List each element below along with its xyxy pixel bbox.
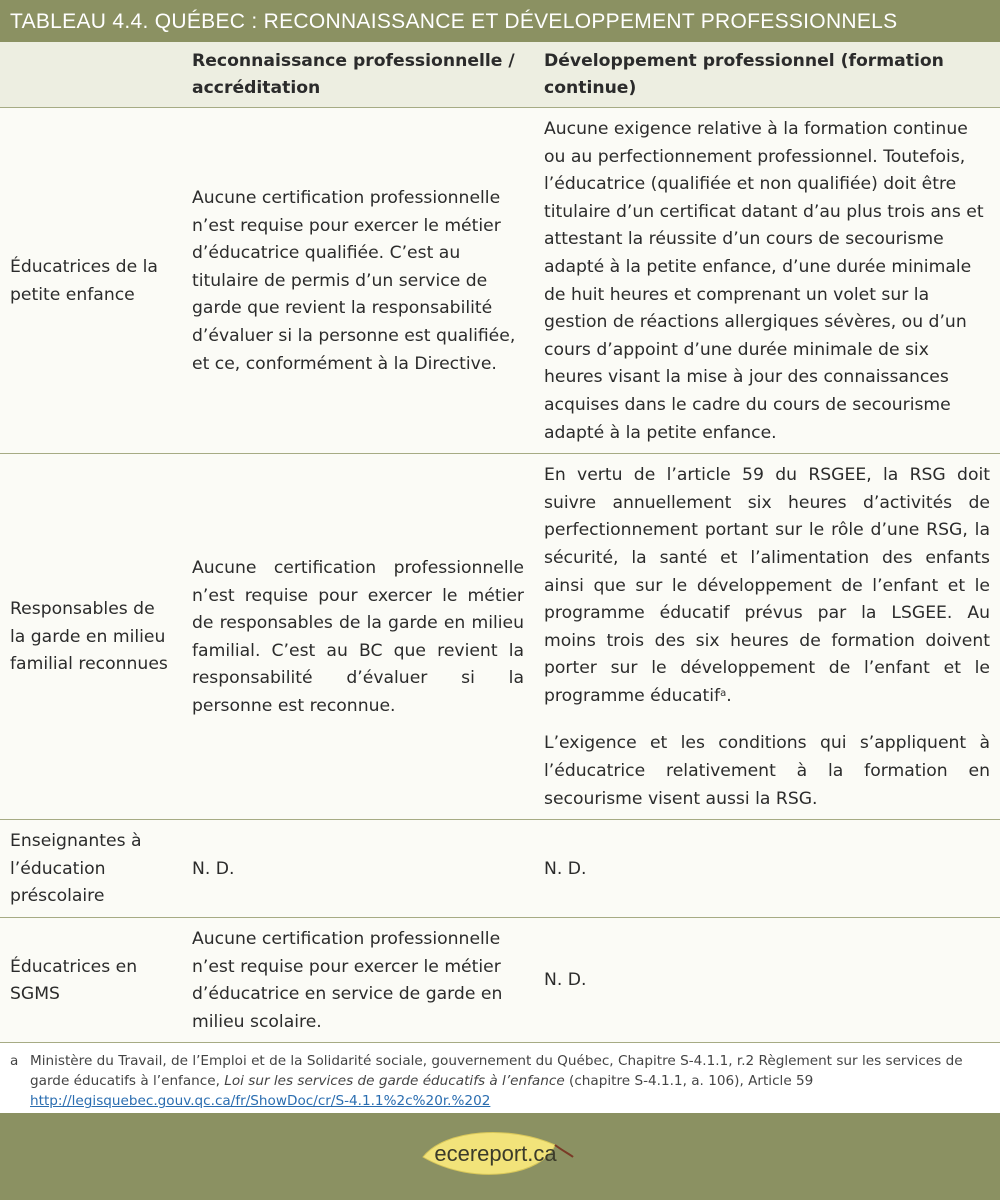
table-row xyxy=(0,918,1000,1043)
table-row xyxy=(0,820,1000,918)
row-recognition: N. D. xyxy=(192,858,235,879)
header-development: Développement professionnel (formation continue) xyxy=(544,51,944,98)
row-recognition: Aucune certification professionnelle n’est requise pour exercer le métier de responsables de la garde en milieu familial. C’est au BC que revient la responsabilité d’évaluer si la personne est reconnue. xyxy=(192,557,524,716)
row-development xyxy=(534,454,1000,820)
footnote-link[interactable]: http://legisquebec.gouv.qc.ca/fr/ShowDoc/cr/S-4.1.1%2c%20r.%202 xyxy=(30,1093,491,1110)
row-development: N. D. xyxy=(544,970,587,991)
footnote xyxy=(0,1042,1000,1113)
row-development: Aucune exigence relative à la formation continue ou au perfectionnement professionnel. Toutefois, l’éducatrice (qualifiée et non qualifiée) doit être titulaire d’un certificat datant d’au plus trois ans et attestant la réussite d’un cours de secourisme adapté à la petite enfance, d’une durée minimale de huit heures et comprenant un volet sur la gestion de réactions allergiques sévères, ou d’un cours d’appoint d’une durée minimale de six heures visant la mise à jour des connaissances acquises dans le cadre du cours de secourisme adapté à la petite enfance. xyxy=(544,119,984,443)
logo-text[interactable]: ecereport.ca xyxy=(434,1141,557,1167)
table-row xyxy=(0,454,1000,820)
development-paragraph: L’exigence et les conditions qui s’appliquent à l’éducatrice relativement à la formation en secourisme visent aussi la RSG. xyxy=(544,733,990,809)
row-category: Éducatrices de la petite enfance xyxy=(10,256,158,305)
table-row xyxy=(0,108,1000,454)
table-header-row xyxy=(0,42,1000,108)
footer xyxy=(0,1113,1000,1200)
row-category: Éducatrices en SGMS xyxy=(10,956,138,1005)
row-category: Enseignantes à l’éducation préscolaire xyxy=(10,831,142,907)
development-paragraph: En vertu de l’article 59 du RSGEE, la RSG doit suivre annuellement six heures d’activités de perfectionnement portant sur le rôle d’une RSG, la sécurité, la santé et l’alimentation des enfants ainsi que sur le développement de l’enfant et le programme éducatif prévus par la LSGEE. Au moins trois des six heures de formation doivent porter sur le développement de l’enfant et le programme éducatif$^a$. xyxy=(544,465,990,706)
row-development: N. D. xyxy=(544,858,587,879)
header-recognition: Reconnaissance professionnelle / accréditation xyxy=(192,51,515,98)
header-category xyxy=(0,42,182,108)
footnote-marker: a xyxy=(720,687,727,699)
footnote-letter: a xyxy=(10,1053,19,1070)
row-category: Responsables de la garde en milieu familial reconnues xyxy=(10,599,168,675)
footnote-text: Ministère du Travail, de l’Emploi et de la Solidarité sociale, gouvernement du Québec, Chapitre S-4.1.1, r.2 Règlement sur les services de garde éducatifs à l’enfance, Loi sur les services de garde éducatifs à l’enfance (chapitre S-4.1.1, a. 106), Article 59 http://legisquebec.gouv.qc.ca/fr/ShowDoc/cr/S-4.1.1%2c%20r.%202 xyxy=(30,1053,963,1110)
data-table xyxy=(0,42,1000,1042)
row-recognition: Aucune certification professionnelle n’est requise pour exercer le métier d’éducatrice en service de garde en milieu scolaire. xyxy=(192,929,503,1032)
row-recognition: Aucune certification professionnelle n’est requise pour exercer le métier d’éducatrice qualifiée. C’est au titulaire de permis d’un service de garde que revient la responsabilité d’évaluer si la personne est qualifiée, et ce, conformément à la Directive. xyxy=(192,187,516,374)
table-title: TABLEAU 4.4. QUÉBEC : RECONNAISSANCE ET DÉVELOPPEMENT PROFESSIONNELS xyxy=(0,0,1000,42)
